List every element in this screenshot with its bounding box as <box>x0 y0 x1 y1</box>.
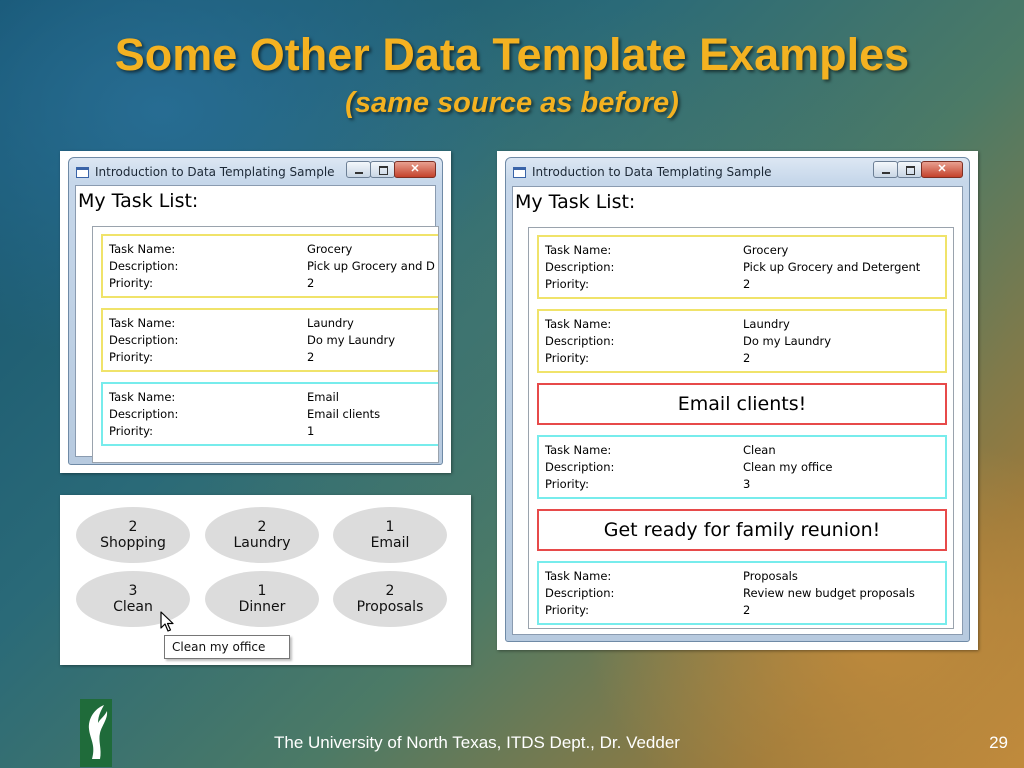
task-description-value: Pick up Grocery and Detergent <box>743 260 921 274</box>
task-ellipse-priority: 2 <box>257 519 267 535</box>
task-ellipse[interactable] <box>333 571 447 627</box>
right-heading: My Task List: <box>515 191 636 213</box>
slide-subtitle: (same source as before) <box>345 87 679 119</box>
task-name-label: Task Name: <box>545 317 612 331</box>
task-description-label: Description: <box>109 333 179 347</box>
left-task-list[interactable] <box>92 226 439 463</box>
slide-title: Some Other Data Template Examples <box>114 29 910 80</box>
task-description-value: Pick up Grocery and D <box>307 259 435 273</box>
task-name-value: Proposals <box>743 569 798 583</box>
left-titlebar[interactable] <box>69 158 442 186</box>
task-name-label: Task Name: <box>109 316 176 330</box>
task-ellipse-priority: 2 <box>128 519 138 535</box>
task-priority-value: 2 <box>743 277 751 291</box>
task-priority-label: Priority: <box>545 351 589 365</box>
task-priority-value: 2 <box>743 603 751 617</box>
task-description-value: Review new budget proposals <box>743 586 915 600</box>
task-description-value: Do my Laundry <box>743 334 832 348</box>
footer-text: The University of North Texas, ITDS Dept., Dr. Vedder <box>274 733 680 752</box>
task-priority-value: 3 <box>743 477 751 491</box>
task-description-value: Clean my office <box>743 460 833 474</box>
task-ellipse-priority: 2 <box>385 583 395 599</box>
task-ellipse-name: Clean <box>113 599 153 615</box>
task-ellipse-name: Proposals <box>356 599 424 615</box>
task-name-value: Grocery <box>743 243 789 257</box>
high-priority-banner[interactable]: Email clients! <box>537 383 947 425</box>
task-name-value: Grocery <box>307 242 353 256</box>
task-ellipse-priority: 1 <box>257 583 267 599</box>
left-app-window <box>68 157 443 465</box>
window-icon <box>513 167 526 178</box>
task-name-value: Laundry <box>743 317 790 331</box>
task-ellipse-name: Laundry <box>233 535 291 551</box>
task-name-label: Task Name: <box>109 390 176 404</box>
task-priority-label: Priority: <box>545 603 589 617</box>
close-icon[interactable] <box>394 161 436 178</box>
task-description-label: Description: <box>545 334 615 348</box>
task-priority-value: 1 <box>307 424 315 438</box>
tooltip: Clean my office <box>164 635 290 659</box>
minimize-icon[interactable] <box>346 161 371 178</box>
task-priority-value: 2 <box>307 350 315 364</box>
task-ellipse[interactable] <box>205 507 319 563</box>
task-name-value: Email <box>307 390 339 404</box>
task-description-label: Description: <box>545 586 615 600</box>
mouse-cursor-icon <box>160 611 174 633</box>
task-priority-label: Priority: <box>109 424 153 438</box>
task-ellipse[interactable] <box>205 571 319 627</box>
page-number: 29 <box>989 733 1008 752</box>
task-priority-value: 2 <box>307 276 315 290</box>
task-name-label: Task Name: <box>545 443 612 457</box>
task-description-label: Description: <box>545 460 615 474</box>
task-priority-label: Priority: <box>109 350 153 364</box>
task-description-value: Email clients <box>307 407 381 421</box>
task-description-label: Description: <box>109 259 179 273</box>
task-ellipse-name: Shopping <box>100 535 166 551</box>
task-ellipse[interactable] <box>76 507 190 563</box>
close-icon[interactable] <box>921 161 963 178</box>
list-item[interactable] <box>101 234 439 298</box>
task-name-value: Laundry <box>307 316 354 330</box>
right-task-list[interactable] <box>528 227 954 629</box>
task-ellipse-name: Email <box>370 535 410 551</box>
ellipse-screenshot <box>60 495 471 665</box>
left-screenshot <box>60 151 451 473</box>
task-ellipse[interactable] <box>333 507 447 563</box>
task-ellipse-priority: 1 <box>385 519 395 535</box>
task-name-label: Task Name: <box>109 242 176 256</box>
list-item[interactable] <box>537 435 947 499</box>
task-description-label: Description: <box>109 407 179 421</box>
left-client-area <box>75 185 436 457</box>
right-client-area <box>512 186 963 635</box>
list-item[interactable] <box>537 561 947 625</box>
task-description-value: Do my Laundry <box>307 333 396 347</box>
task-ellipse-name: Dinner <box>238 599 286 615</box>
window-icon <box>76 167 89 178</box>
maximize-icon[interactable] <box>370 161 395 178</box>
unt-eagle-logo-icon <box>80 699 112 767</box>
task-priority-label: Priority: <box>109 276 153 290</box>
list-item[interactable] <box>101 308 439 372</box>
right-screenshot <box>497 151 978 650</box>
right-window-title: Introduction to Data Templating Sample <box>532 165 772 179</box>
list-item[interactable] <box>537 309 947 373</box>
right-app-window <box>505 157 970 642</box>
maximize-icon[interactable] <box>897 161 922 178</box>
task-priority-label: Priority: <box>545 477 589 491</box>
task-priority-label: Priority: <box>545 277 589 291</box>
task-name-value: Clean <box>743 443 776 457</box>
task-description-label: Description: <box>545 260 615 274</box>
task-name-label: Task Name: <box>545 243 612 257</box>
minimize-icon[interactable] <box>873 161 898 178</box>
right-titlebar[interactable] <box>506 158 969 186</box>
left-heading: My Task List: <box>78 190 199 212</box>
task-ellipse-priority: 3 <box>128 583 138 599</box>
high-priority-banner[interactable]: Get ready for family reunion! <box>537 509 947 551</box>
list-item[interactable] <box>101 382 439 446</box>
task-priority-value: 2 <box>743 351 751 365</box>
list-item[interactable] <box>537 235 947 299</box>
left-window-title: Introduction to Data Templating Sample <box>95 165 335 179</box>
task-name-label: Task Name: <box>545 569 612 583</box>
